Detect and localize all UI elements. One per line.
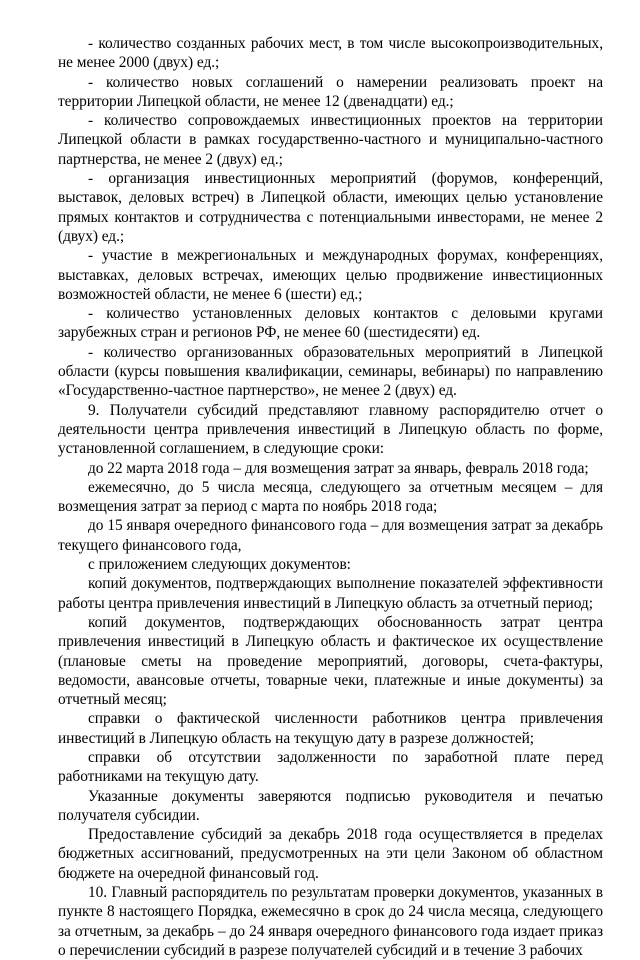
- attachment-staff-certificate: справки о фактической численности работников центра привлечения инвестиций в Липецкую область на текущую дату в разрезе должностей;: [58, 710, 603, 747]
- bullet-investment-events: - организация инвестиционных мероприятий (форумов, конференций, выставок, деловых встреч) в Липецкой области, имеющих целью установление прямых контактов и сотрудничества с потенциальными инвесторами, не менее 2 (двух) ед.;: [58, 170, 603, 245]
- bullet-created-jobs: - количество созданных рабочих мест, в том числе высокопроизводительных, не менее 2000 (двух) ед.;: [58, 35, 603, 72]
- clause-9-intro: 9. Получатели субсидий представляют главному распорядителю отчет о деятельности центра привлечения инвестиций в Липецкую область по форме, установленной соглашением, в следующие сроки:: [58, 401, 603, 458]
- bullet-supported-projects: - количество сопровождаемых инвестиционных проектов на территории Липецкой области в рамках государственно-частного и муниципально-частного партнерства, не менее 2 (двух) ед.;: [58, 112, 603, 168]
- clause-10: 10. Главный распорядитель по результатам проверки документов, указанных в пункте 8 настоящего Порядка, ежемесячно в срок до 24 числа месяца, следующего за отчетным, за декабрь – до 24 января очередного финансового года издает приказ о перечислении субсидий в разрезе получателей субсидий и в течение 3 рабочих: [58, 884, 603, 959]
- december-subsidy-note: Предоставление субсидий за декабрь 2018 года осуществляется в пределах бюджетных ассигнований, предусмотренных на эти цели Законом об областном бюджете на очередной финансовый год.: [58, 826, 603, 882]
- deadline-monthly: ежемесячно, до 5 числа месяца, следующего за отчетным месяцем – для возмещения затрат за период с марта по ноябрь 2018 года;: [58, 478, 603, 516]
- certification-note: Указанные документы заверяются подписью руководителя и печатью получателя субсидии.: [58, 787, 603, 824]
- attachments-intro: с приложением следующих документов:: [88, 556, 351, 574]
- bullet-forum-participation: - участие в межрегиональных и международных форумах, конференциях, выставках, деловых встречах, имеющих целью продвижение инвестиционных возможностей области, не менее 6 (шести) ед.;: [58, 247, 603, 303]
- attachment-performance-docs: копий документов, подтверждающих выполнение показателей эффективности работы центра привлечения инвестиций в Липецкую область за отчетный период;: [58, 575, 603, 612]
- bullet-educational-events: - количество организованных образовательных мероприятий в Липецкой области (курсы повышения квалификации, семинары, вебинары) по направлению «Государственно-частное партнерство», не менее 2 (двух) ед.: [58, 343, 603, 400]
- bullet-business-contacts: - количество установленных деловых контактов с деловыми кругами зарубежных стран и регионов РФ, не менее 60 (шестидесяти) ед.: [58, 305, 603, 342]
- deadline-march: до 22 марта 2018 года – для возмещения затрат за январь, февраль 2018 года;: [88, 459, 589, 477]
- document-page: [58, 34, 603, 960]
- attachment-cost-docs: копий документов, подтверждающих обоснованность затрат центра привлечения инвестиций в Липецкую область и фактическое их осуществление (плановые сметы на проведение мероприятий, договоры, счета-фактуры, ведомости, авансовые отчеты, товарные чеки, платежные и иные документы) за отчетный месяц;: [58, 613, 603, 709]
- deadline-january: до 15 января очередного финансового года – для возмещения затрат за декабрь текущего финансового года,: [58, 517, 603, 554]
- attachment-wage-certificate: справки об отсутствии задолженности по заработной плате перед работниками на текущую дату.: [58, 748, 603, 786]
- bullet-new-agreements: - количество новых соглашений о намерении реализовать проект на территории Липецкой области, не менее 12 (двенадцати) ед.;: [58, 73, 603, 110]
